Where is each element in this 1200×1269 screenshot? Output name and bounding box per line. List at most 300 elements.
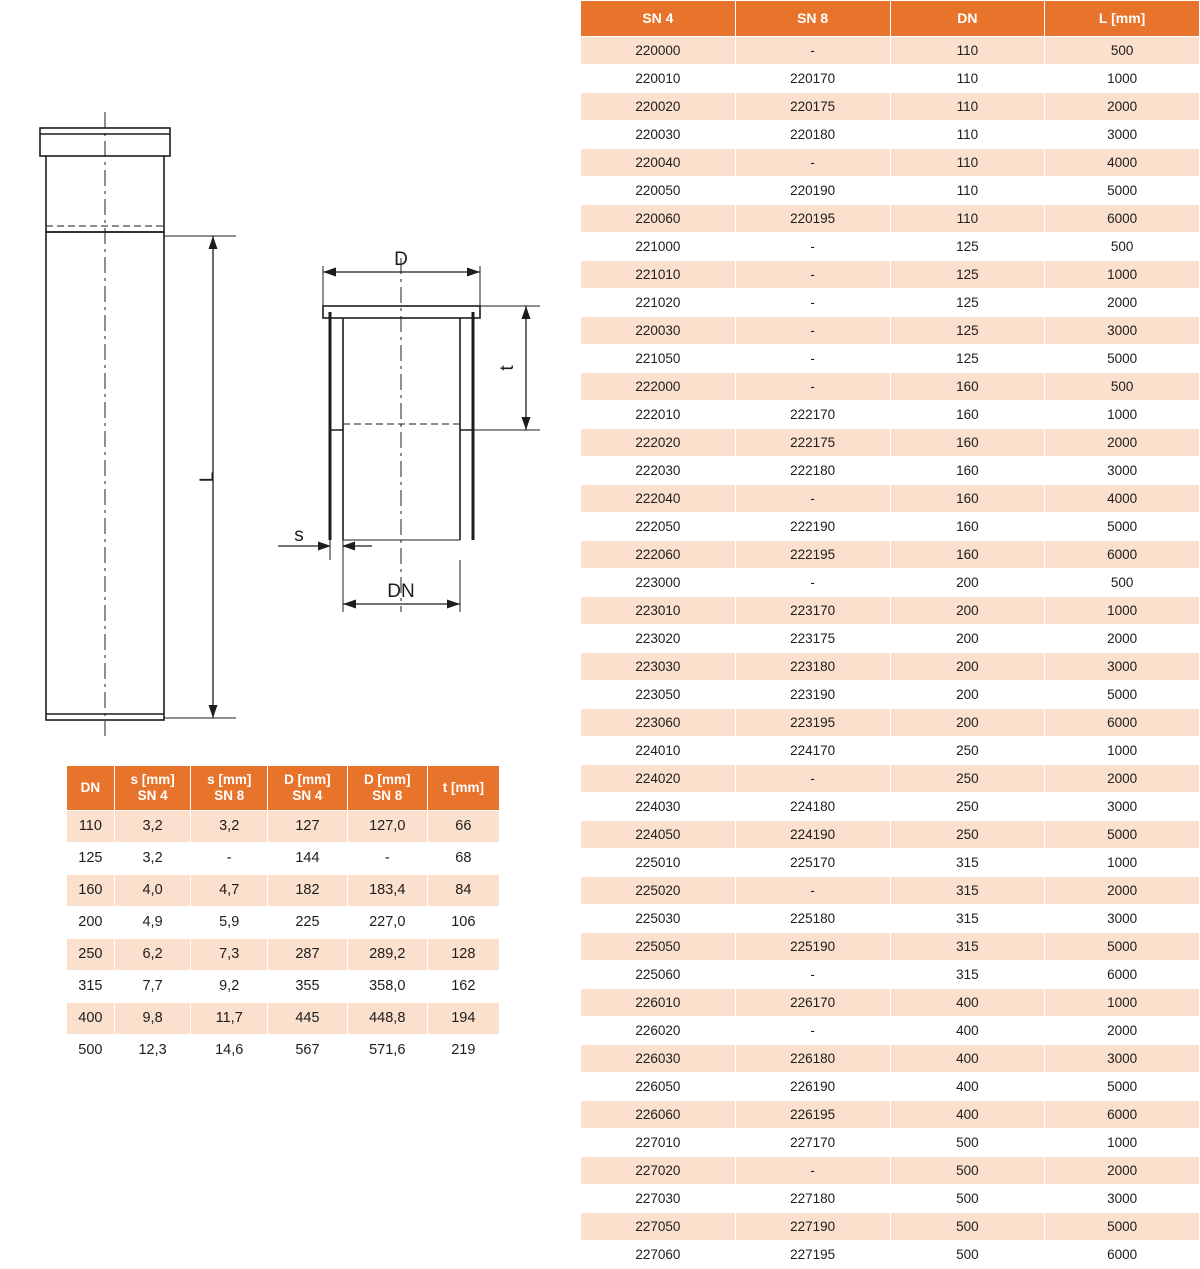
table-cell: 225170 [735, 849, 890, 877]
col-header-s-sn8-main: s [mm] [207, 772, 252, 787]
article-table-body [581, 37, 1200, 1269]
table-cell: 3000 [1045, 793, 1200, 821]
table-cell: 220175 [735, 93, 890, 121]
table-cell: 3,2 [191, 810, 268, 842]
table-cell: 222020 [581, 429, 736, 457]
table-row [581, 541, 1200, 569]
table-cell: 223050 [581, 681, 736, 709]
table-cell: 448,8 [347, 1002, 427, 1034]
table-cell: 220170 [735, 65, 890, 93]
table-row [581, 345, 1200, 373]
table-cell: 223190 [735, 681, 890, 709]
table-row [67, 1034, 500, 1066]
table-cell: 2000 [1045, 93, 1200, 121]
table-cell: 110 [890, 121, 1045, 149]
table-cell: 2000 [1045, 765, 1200, 793]
col-header-sn8: SN 8 [735, 1, 890, 37]
table-cell: 223000 [581, 569, 736, 597]
table-cell: 200 [67, 906, 115, 938]
table-cell: 220030 [581, 317, 736, 345]
table-cell: 222030 [581, 457, 736, 485]
table-row [581, 1241, 1200, 1269]
table-cell: 226020 [581, 1017, 736, 1045]
label-L: L [197, 471, 218, 483]
table-cell: 222040 [581, 485, 736, 513]
table-cell: 9,2 [191, 970, 268, 1002]
table-cell: 4,7 [191, 874, 268, 906]
table-cell: 219 [427, 1034, 499, 1066]
table-cell: 226030 [581, 1045, 736, 1073]
table-cell: 6000 [1045, 961, 1200, 989]
table-cell: 6000 [1045, 1101, 1200, 1129]
table-cell: - [735, 961, 890, 989]
table-row [67, 970, 500, 1002]
table-row [581, 737, 1200, 765]
table-cell: 400 [67, 1002, 115, 1034]
table-row [581, 709, 1200, 737]
table-cell: 227030 [581, 1185, 736, 1213]
table-cell: 226195 [735, 1101, 890, 1129]
col-header-dn-main: DN [80, 779, 101, 795]
table-cell: 4,0 [114, 874, 191, 906]
table-cell: 1000 [1045, 1129, 1200, 1157]
table-cell: 227050 [581, 1213, 736, 1241]
table-cell: 2000 [1045, 1157, 1200, 1185]
col-header-dn [67, 766, 115, 811]
table-cell: 226170 [735, 989, 890, 1017]
table-cell: 110 [890, 177, 1045, 205]
table-cell: 6000 [1045, 1241, 1200, 1269]
table-row [67, 1002, 500, 1034]
table-row [581, 289, 1200, 317]
table-cell: - [735, 37, 890, 65]
table-cell: 4000 [1045, 149, 1200, 177]
table-row [581, 205, 1200, 233]
table-cell: 224010 [581, 737, 736, 765]
table-cell: 125 [890, 289, 1045, 317]
table-cell: - [735, 345, 890, 373]
label-t: t [497, 365, 518, 371]
table-cell: 567 [268, 1034, 348, 1066]
drawing-svg [0, 0, 580, 740]
table-cell: 66 [427, 810, 499, 842]
table-row [581, 149, 1200, 177]
table-row [581, 1157, 1200, 1185]
table-cell: 5000 [1045, 681, 1200, 709]
table-cell: 225030 [581, 905, 736, 933]
table-cell: - [735, 317, 890, 345]
table-cell: 227020 [581, 1157, 736, 1185]
table-cell: 221000 [581, 233, 736, 261]
table-cell: 220010 [581, 65, 736, 93]
table-cell: 183,4 [347, 874, 427, 906]
table-cell: 68 [427, 842, 499, 874]
table-cell: 222010 [581, 401, 736, 429]
table-cell: 223170 [735, 597, 890, 625]
table-cell: 315 [890, 961, 1045, 989]
table-cell: 1000 [1045, 261, 1200, 289]
table-cell: - [735, 1157, 890, 1185]
table-row [581, 597, 1200, 625]
table-row [67, 938, 500, 970]
table-cell: 220050 [581, 177, 736, 205]
col-header-s-sn4-main: s [mm] [130, 772, 175, 787]
table-row [581, 1073, 1200, 1101]
table-cell: 400 [890, 1045, 1045, 1073]
table-cell: 500 [890, 1129, 1045, 1157]
table-cell: 110 [67, 810, 115, 842]
table-cell: - [347, 842, 427, 874]
table-cell: 3,2 [114, 810, 191, 842]
table-cell: 14,6 [191, 1034, 268, 1066]
table-row [581, 513, 1200, 541]
table-cell: 225 [268, 906, 348, 938]
col-header-s-sn4 [114, 766, 191, 811]
table-cell: 1000 [1045, 65, 1200, 93]
table-cell: 358,0 [347, 970, 427, 1002]
table-cell: 224020 [581, 765, 736, 793]
left-pane [0, 0, 580, 1261]
table-cell: 222060 [581, 541, 736, 569]
table-cell: 7,7 [114, 970, 191, 1002]
table-cell: 125 [890, 261, 1045, 289]
table-cell: 162 [427, 970, 499, 1002]
table-row [581, 961, 1200, 989]
table-cell: 571,6 [347, 1034, 427, 1066]
table-row [581, 401, 1200, 429]
table-cell: 125 [67, 842, 115, 874]
table-cell: - [735, 373, 890, 401]
table-cell: 223195 [735, 709, 890, 737]
col-header-d-sn8-sub: SN 8 [372, 787, 403, 803]
table-cell: 224030 [581, 793, 736, 821]
table-cell: 223030 [581, 653, 736, 681]
col-header-d-sn4 [268, 766, 348, 811]
col-header-length: L [mm] [1045, 1, 1200, 37]
table-cell: - [735, 233, 890, 261]
table-cell: 250 [890, 737, 1045, 765]
table-row [581, 877, 1200, 905]
table-cell: 127 [268, 810, 348, 842]
table-row [581, 233, 1200, 261]
table-row [67, 874, 500, 906]
table-cell: 315 [890, 933, 1045, 961]
table-cell: - [735, 877, 890, 905]
table-cell: 110 [890, 65, 1045, 93]
table-cell: 160 [890, 485, 1045, 513]
table-cell: 225190 [735, 933, 890, 961]
table-cell: 5000 [1045, 177, 1200, 205]
table-cell: 315 [67, 970, 115, 1002]
table-cell: 500 [890, 1213, 1045, 1241]
table-cell: 160 [890, 401, 1045, 429]
table-cell: 222170 [735, 401, 890, 429]
table-cell: 220030 [581, 121, 736, 149]
table-cell: 221050 [581, 345, 736, 373]
col-header-d-sn8 [347, 766, 427, 811]
table-cell: 223175 [735, 625, 890, 653]
article-table-wrapper [580, 0, 1200, 1269]
table-cell: 500 [67, 1034, 115, 1066]
table-cell: 3000 [1045, 317, 1200, 345]
table-row [581, 793, 1200, 821]
table-cell: 106 [427, 906, 499, 938]
table-row [581, 653, 1200, 681]
table-cell: 224190 [735, 821, 890, 849]
table-row [581, 457, 1200, 485]
table-cell: 5000 [1045, 1073, 1200, 1101]
table-row [581, 37, 1200, 65]
table-cell: 4000 [1045, 485, 1200, 513]
table-cell: 3000 [1045, 457, 1200, 485]
table-cell: 9,8 [114, 1002, 191, 1034]
table-cell: 84 [427, 874, 499, 906]
col-header-d-sn4-main: D [mm] [284, 772, 331, 787]
table-cell: 1000 [1045, 737, 1200, 765]
table-cell: 221010 [581, 261, 736, 289]
table-cell: 224180 [735, 793, 890, 821]
pipe-dimension-table [66, 765, 500, 1067]
table-cell: 5000 [1045, 1213, 1200, 1241]
table-cell: 160 [890, 429, 1045, 457]
dimension-table-body [67, 810, 500, 1066]
table-cell: - [191, 842, 268, 874]
table-cell: 110 [890, 149, 1045, 177]
col-header-s-sn8 [191, 766, 268, 811]
table-cell: 220040 [581, 149, 736, 177]
right-pane [580, 0, 1200, 1261]
table-cell: 2000 [1045, 877, 1200, 905]
table-row [581, 849, 1200, 877]
table-cell: 6000 [1045, 205, 1200, 233]
table-row [581, 121, 1200, 149]
table-cell: 3000 [1045, 121, 1200, 149]
table-cell: 5000 [1045, 513, 1200, 541]
col-header-t-main: t [mm] [442, 779, 484, 795]
table-cell: 223180 [735, 653, 890, 681]
table-cell: 160 [890, 541, 1045, 569]
table-cell: 2000 [1045, 1017, 1200, 1045]
table-row [581, 1213, 1200, 1241]
table-cell: 160 [890, 373, 1045, 401]
article-number-table [580, 0, 1200, 1269]
table-cell: - [735, 765, 890, 793]
table-cell: 200 [890, 709, 1045, 737]
table-cell: 110 [890, 37, 1045, 65]
table-cell: 400 [890, 1017, 1045, 1045]
table-row [581, 1185, 1200, 1213]
col-header-d-sn4-sub: SN 4 [292, 787, 323, 803]
table-row [581, 373, 1200, 401]
table-cell: 227060 [581, 1241, 736, 1269]
table-cell: - [735, 289, 890, 317]
table-row [581, 93, 1200, 121]
table-cell: 500 [1045, 233, 1200, 261]
table-cell: 222180 [735, 457, 890, 485]
table-cell: 127,0 [347, 810, 427, 842]
table-cell: 5000 [1045, 933, 1200, 961]
table-cell: 225060 [581, 961, 736, 989]
table-cell: - [735, 569, 890, 597]
table-cell: 1000 [1045, 849, 1200, 877]
table-cell: 226010 [581, 989, 736, 1017]
table-cell: 315 [890, 905, 1045, 933]
table-cell: 3000 [1045, 1045, 1200, 1073]
table-row [581, 821, 1200, 849]
table-cell: 400 [890, 1101, 1045, 1129]
table-cell: 250 [890, 821, 1045, 849]
table-cell: 200 [890, 569, 1045, 597]
table-row [581, 1101, 1200, 1129]
technical-drawings [0, 0, 580, 740]
table-cell: 227190 [735, 1213, 890, 1241]
table-cell: 125 [890, 345, 1045, 373]
table-row [581, 177, 1200, 205]
table-cell: 250 [890, 793, 1045, 821]
table-cell: 128 [427, 938, 499, 970]
table-cell: 11,7 [191, 1002, 268, 1034]
table-cell: - [735, 149, 890, 177]
table-row [581, 989, 1200, 1017]
table-cell: 289,2 [347, 938, 427, 970]
table-row [581, 681, 1200, 709]
table-cell: 287 [268, 938, 348, 970]
table-cell: 110 [890, 93, 1045, 121]
table-row [581, 905, 1200, 933]
table-row [581, 485, 1200, 513]
table-cell: 200 [890, 653, 1045, 681]
table-cell: 110 [890, 205, 1045, 233]
table-cell: 222000 [581, 373, 736, 401]
col-header-s-sn8-sub: SN 8 [214, 787, 245, 803]
table-cell: 160 [890, 513, 1045, 541]
table-cell: 1000 [1045, 989, 1200, 1017]
table-cell: 227,0 [347, 906, 427, 938]
table-cell: 144 [268, 842, 348, 874]
table-cell: 220180 [735, 121, 890, 149]
table-row [581, 65, 1200, 93]
table-cell: 200 [890, 681, 1045, 709]
table-cell: 250 [890, 765, 1045, 793]
table-cell: 2000 [1045, 625, 1200, 653]
table-cell: 220020 [581, 93, 736, 121]
table-cell: 200 [890, 625, 1045, 653]
table-cell: 227010 [581, 1129, 736, 1157]
table-cell: 3000 [1045, 1185, 1200, 1213]
table-cell: 221020 [581, 289, 736, 317]
label-s: s [294, 525, 304, 546]
col-header-t [427, 766, 499, 811]
table-cell: - [735, 485, 890, 513]
table-cell: 225050 [581, 933, 736, 961]
table-cell: 3000 [1045, 905, 1200, 933]
table-cell: 500 [1045, 373, 1200, 401]
table-cell: 220000 [581, 37, 736, 65]
table-cell: 2000 [1045, 289, 1200, 317]
table-cell: 445 [268, 1002, 348, 1034]
table-cell: 225010 [581, 849, 736, 877]
table-cell: 194 [427, 1002, 499, 1034]
table-cell: 3,2 [114, 842, 191, 874]
table-cell: 500 [890, 1185, 1045, 1213]
table-cell: 315 [890, 877, 1045, 905]
table-cell: 1000 [1045, 597, 1200, 625]
table-cell: 500 [890, 1157, 1045, 1185]
table-cell: 6,2 [114, 938, 191, 970]
table-cell: 200 [890, 597, 1045, 625]
table-cell: 125 [890, 233, 1045, 261]
table-header-row [67, 766, 500, 811]
table-cell: 226050 [581, 1073, 736, 1101]
label-D: D [394, 249, 408, 270]
table-cell: 227180 [735, 1185, 890, 1213]
table-cell: 5,9 [191, 906, 268, 938]
table-row [581, 261, 1200, 289]
table-cell: 220190 [735, 177, 890, 205]
dimension-table-wrapper [66, 765, 500, 1067]
table-row [581, 933, 1200, 961]
table-cell: 1000 [1045, 401, 1200, 429]
table-cell: - [735, 1017, 890, 1045]
table-cell: 226180 [735, 1045, 890, 1073]
table-cell: 500 [1045, 569, 1200, 597]
table-cell: 5000 [1045, 345, 1200, 373]
table-row [581, 765, 1200, 793]
table-cell: 224170 [735, 737, 890, 765]
col-header-sn4: SN 4 [581, 1, 736, 37]
table-cell: 400 [890, 1073, 1045, 1101]
table-cell: 5000 [1045, 821, 1200, 849]
table-cell: 2000 [1045, 429, 1200, 457]
table-cell: 225020 [581, 877, 736, 905]
table-cell: 226190 [735, 1073, 890, 1101]
table-cell: 220195 [735, 205, 890, 233]
table-cell: 223060 [581, 709, 736, 737]
table-cell: 355 [268, 970, 348, 1002]
label-DN: DN [387, 581, 415, 602]
table-cell: 182 [268, 874, 348, 906]
table-row [581, 1017, 1200, 1045]
table-cell: 224050 [581, 821, 736, 849]
table-cell: 225180 [735, 905, 890, 933]
table-cell: 4,9 [114, 906, 191, 938]
table-cell: 223010 [581, 597, 736, 625]
col-header-dn: DN [890, 1, 1045, 37]
table-row [67, 810, 500, 842]
table-cell: 223020 [581, 625, 736, 653]
table-cell: 250 [67, 938, 115, 970]
table-cell: 227170 [735, 1129, 890, 1157]
table-row [581, 625, 1200, 653]
table-cell: 220060 [581, 205, 736, 233]
table-cell: 226060 [581, 1101, 736, 1129]
table-row [581, 429, 1200, 457]
table-cell: 222195 [735, 541, 890, 569]
table-cell: 160 [67, 874, 115, 906]
table-cell: 222050 [581, 513, 736, 541]
table-cell: 500 [890, 1241, 1045, 1269]
table-cell: 7,3 [191, 938, 268, 970]
table-cell: 222175 [735, 429, 890, 457]
table-cell: 500 [1045, 37, 1200, 65]
table-row [67, 842, 500, 874]
table-cell: 12,3 [114, 1034, 191, 1066]
table-cell: 160 [890, 457, 1045, 485]
col-header-s-sn4-sub: SN 4 [137, 787, 168, 803]
table-cell: 222190 [735, 513, 890, 541]
table-row [67, 906, 500, 938]
table-cell: 400 [890, 989, 1045, 1017]
